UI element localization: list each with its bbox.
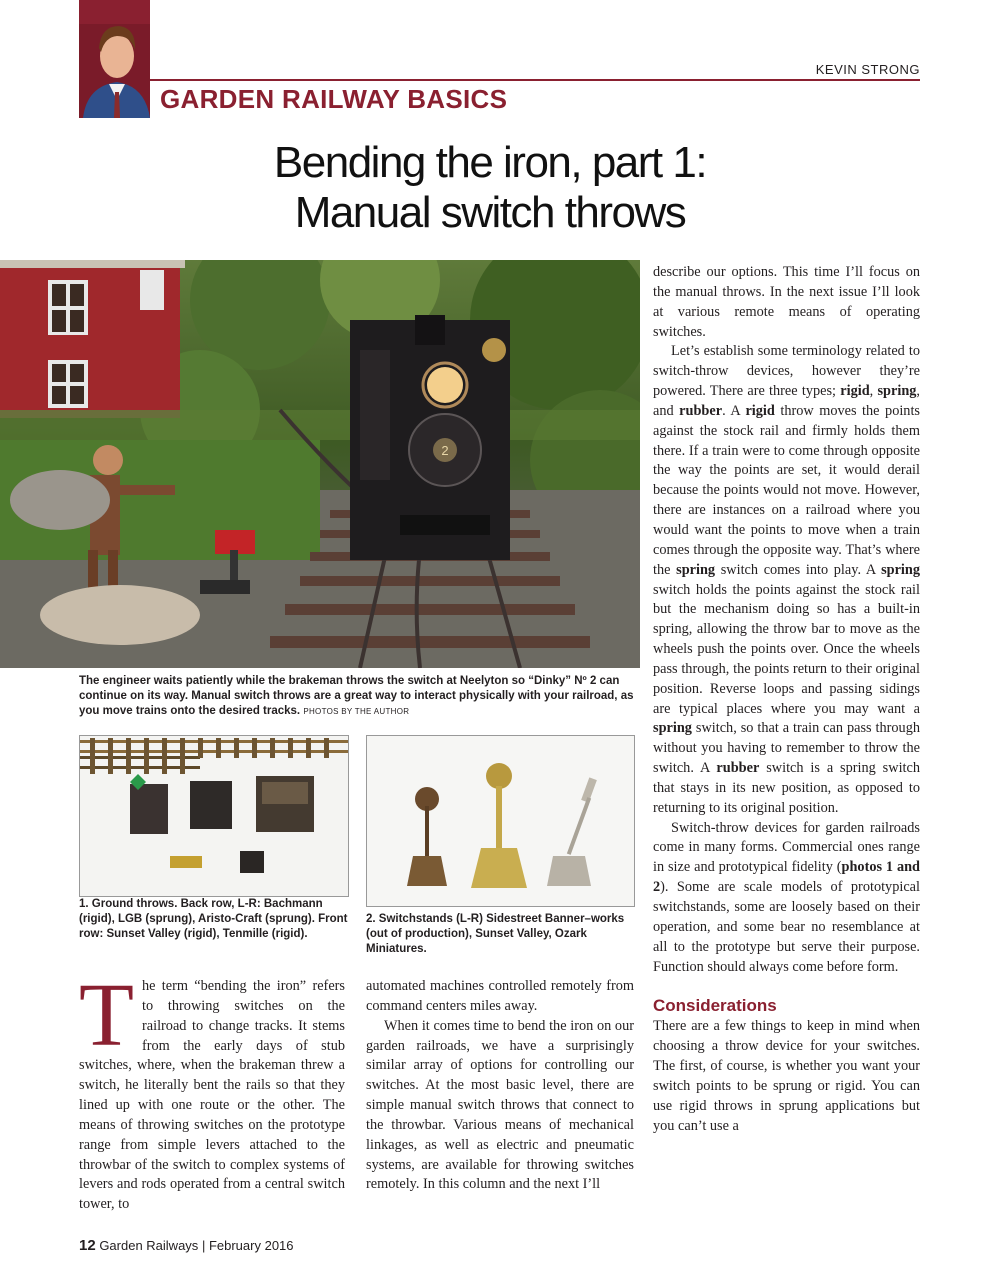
author-byline: KEVIN STRONG — [815, 62, 920, 77]
section-heading-considerations: Considerations — [653, 996, 777, 1016]
term-rigid: rigid — [840, 383, 870, 400]
article-column-2 — [366, 977, 634, 1195]
paragraph-2-continued: describe our options. This time I’ll focus on the manual throws. In the next issue I’ll look at various remote means of operating switches. — [653, 264, 920, 340]
article-column-1 — [79, 966, 345, 1215]
header-rule — [150, 79, 920, 81]
photo-credit: PHOTOS BY THE AUTHOR — [303, 707, 410, 716]
publication-name: Garden Railways — [99, 1238, 199, 1253]
page-number: 12 — [79, 1237, 96, 1254]
page-footer — [79, 1237, 294, 1254]
main-photo — [0, 260, 640, 668]
paragraph-5: There are a few things to keep in mind when choosing a throw device for your switches. The first, of course, is whether you want your switch points to be sprung or rigid. You can use rigid throws in sprung applications but you can’t use a — [653, 1018, 920, 1134]
main-photo-caption — [79, 674, 639, 719]
paragraph-1: he term “bending the iron” refers to throwing switches on the railroad to change tracks. It stems from the early days of stub switches, where, when the brakeman threw a switch, he literally bent the rails so that they lined up with one route or the other. The means of throwing switches on the prototype range from simple levers attached to the throwbar of the switch to complex systems of levers and rods operated from a central switch tower, to — [79, 978, 345, 1213]
locomotive-number: 2 — [441, 443, 449, 458]
article-title — [160, 138, 820, 238]
term-spring: spring — [877, 383, 917, 400]
department-label: GARDEN RAILWAY BASICS — [160, 84, 508, 114]
paragraph-4: Switch-throw devices for garden railroads come in many forms. Commercial ones range in size and prototypical fidelity (photos 1 and 2). Some are scale models of prototypical switchstands, some are loosely based on their operation, and some bear no resemblance at all to the prototype but serve their purpose. Function should always come before form. — [653, 819, 920, 975]
drop-cap: T — [79, 966, 134, 1065]
photo-2-switchstands — [366, 735, 635, 907]
photo-reference: photos 1 and 2 — [653, 859, 920, 896]
photo-1-caption: 1. Ground throws. Back row, L-R: Bachmann (rigid), LGB (sprung), Aristo-Craft (sprung). Front row: Sunset Valley (rigid), Tenmille (rigid). — [79, 898, 348, 940]
paragraph-1-continued: automated machines controlled remotely from command centers miles away. — [366, 978, 634, 1014]
author-portrait — [79, 0, 150, 118]
term-rubber: rubber — [679, 402, 723, 419]
photo-2-caption: 2. Switchstands (L-R) Sidestreet Banner–works (out of production), Sunset Valley, Ozark Miniatures. — [366, 913, 625, 955]
title-line-1: Bending the iron, part 1: — [273, 138, 707, 187]
title-line-2: Manual switch throws — [294, 188, 686, 237]
article-column-3 — [653, 263, 920, 1136]
issue-date: February 2016 — [208, 1238, 294, 1253]
main-caption-text: The engineer waits patiently while the brakeman throws the switch at Neelyton so “Dinky” Nº 2 can continue on its way. Manual switch throws are a great way to interact physically with your railroad, as you move trains onto the desired tracks. — [79, 675, 634, 717]
paragraph-3: Let’s establish some terminology related to switch-throw devices, however they’re powered. There are three types; rigid, spring, and rubber. A rigid throw moves the points against the stock rail and firmly holds them there. If a train were to come through opposite the way the points are set, it would derail because the points would not move. However, there are instances on a railroad where you would want the points to move when a train comes through the opposite way. That’s where the spring switch comes into play. A spring switch holds the points against the stock rail but the mechanism doing so has a built-in spring, allowing the throw bar to move as the wheels push the points over. Once the wheels pass through, the points return to their original position. Reverse loops and passing sidings are typical places where you may want a spring switch, so that a train can pass through without you having to remember to throw the switch. A rubber switch is a spring switch that stays in its new position, as opposed to returning to its original position. — [653, 343, 921, 816]
paragraph-2: When it comes time to bend the iron on our garden railroads, we have a surprisingly similar array of options for controlling our switches. At the most basic level, there are simple manual switch throws that connect to the throwbar. Various means of mechanical linkages, as well as electric and pneumatic systems, are available for throwing switches remotely. In this column and the next I’ll — [366, 1017, 634, 1193]
photo-1-ground-throws — [79, 735, 349, 897]
footer-separator: | — [201, 1238, 206, 1253]
